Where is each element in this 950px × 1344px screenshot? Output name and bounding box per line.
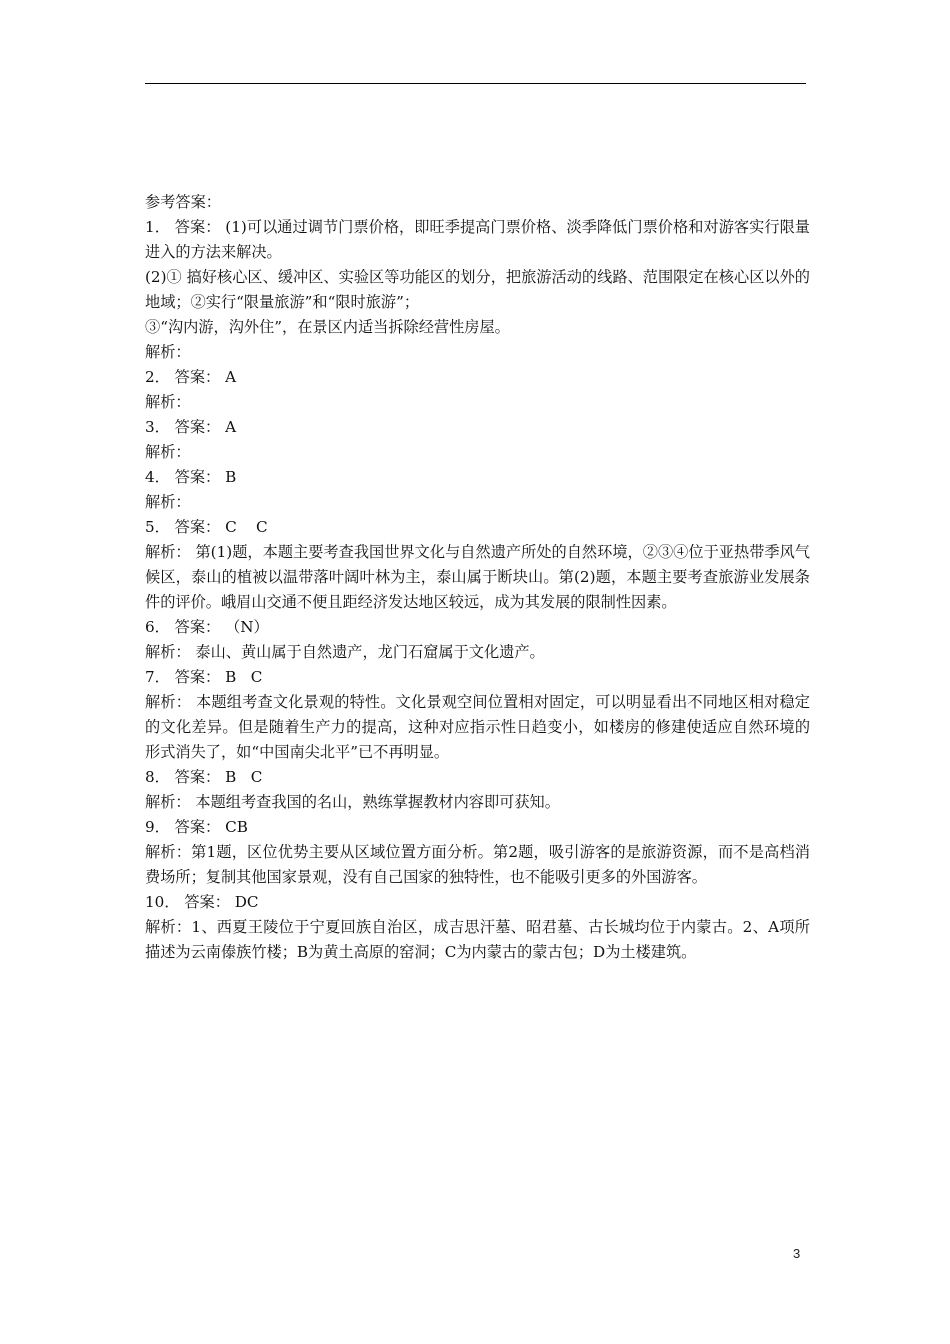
answer-6: 6． 答案： （N） [145, 618, 269, 636]
explanation-3: 解析： [145, 443, 191, 461]
explanation-9: 解析：第1题，区位优势主要从区域位置方面分析。第2题，吸引游客的是旅游资源，而不是高档消费场所；复制其他国家景观，没有自己国家的独特性，也不能吸引更多的外国游客。 [145, 843, 810, 886]
answer-4: 4． 答案： B [145, 468, 237, 486]
answer-1: 1． 答案： (1)可以通过调节门票价格，即旺季提高门票价格、淡季降低门票价格和对游客实行限量进入的方法来解决。 [145, 218, 810, 261]
answer-1-part-3: ③“沟内游，沟外住”，在景区内适当拆除经营性房屋。 [145, 318, 510, 336]
explanation-10: 解析：1、西夏王陵位于宁夏回族自治区，成吉思汗墓、昭君墓、古长城均位于内蒙古。2、A项所描述为云南傣族竹楼；B为黄土高原的窑洞；C为内蒙古的蒙古包；D为土楼建筑。 [145, 918, 810, 961]
explanation-8: 解析： 本题组考查我国的名山，熟练掌握教材内容即可获知。 [145, 793, 560, 811]
explanation-6: 解析： 泰山、黄山属于自然遗产，龙门石窟属于文化遗产。 [145, 643, 545, 661]
explanation-4: 解析： [145, 493, 191, 511]
answer-8: 8． 答案： B C [145, 768, 263, 786]
header-rule [145, 83, 806, 84]
answer-1-part-2: (2)① 搞好核心区、缓冲区、实验区等功能区的划分，把旅游活动的线路、范围限定在核心区以外的地域；②实行“限量旅游”和“限时旅游”； [145, 268, 810, 311]
explanation-1: 解析： [145, 343, 191, 361]
answer-7: 7． 答案： B C [145, 668, 263, 686]
answer-2: 2． 答案： A [145, 368, 237, 386]
explanation-7: 解析： 本题组考查文化景观的特性。文化景观空间位置相对固定，可以明显看出不同地区相对稳定的文化差异。但是随着生产力的提高，这种对应指示性日趋变小，如楼房的修建使适应自然环境的形式消失了，如“中国南尖北平”已不再明显。 [145, 693, 810, 761]
answer-3: 3． 答案： A [145, 418, 237, 436]
answer-key-heading: 参考答案： [145, 193, 221, 211]
page-number: 3 [793, 1246, 801, 1261]
answer-10: 10． 答案： DC [145, 893, 259, 911]
answer-5: 5． 答案： C C [145, 518, 268, 536]
explanation-2: 解析： [145, 393, 191, 411]
answer-9: 9． 答案： CB [145, 818, 248, 836]
answer-key-text [145, 190, 810, 965]
explanation-5: 解析： 第(1)题，本题主要考查我国世界文化与自然遗产所处的自然环境，②③④位于亚热带季风气候区，泰山的植被以温带落叶阔叶林为主，泰山属于断块山。第(2)题，本题主要考查旅游业发展条件的评价。峨眉山交通不便且距经济发达地区较远，成为其发展的限制性因素。 [145, 543, 810, 611]
